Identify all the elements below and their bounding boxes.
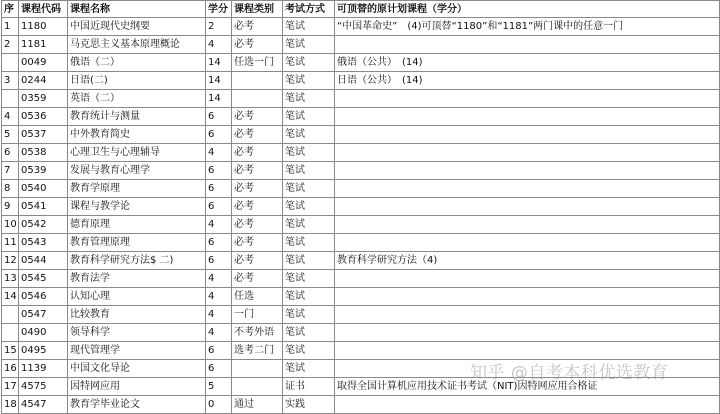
cell-name: 课程与教学论 [68, 198, 206, 216]
cell-replace [335, 108, 720, 126]
table-row [2, 396, 720, 414]
cell-code: 0359 [19, 90, 68, 108]
cell-code: 0543 [19, 234, 68, 252]
cell-category: 必考 [232, 162, 283, 180]
cell-replace [335, 306, 720, 324]
cell-credit: 6 [206, 198, 232, 216]
cell-credit: 6 [206, 126, 232, 144]
table-row [2, 324, 720, 342]
cell-exam: 笔试 [283, 198, 335, 216]
cell-name: 发展与教育心理学 [68, 162, 206, 180]
cell-credit: 4 [206, 324, 232, 342]
cell-name: 教育法学 [68, 270, 206, 288]
cell-exam: 笔试 [283, 162, 335, 180]
cell-replace [335, 396, 720, 414]
cell-seq [2, 306, 19, 324]
cell-code: 0495 [19, 342, 68, 360]
cell-seq: 13 [2, 270, 19, 288]
cell-code: 0546 [19, 288, 68, 306]
cell-replace: “中国革命史” (4)可顶替“1180”和“1181”两门课中的任意一门 [335, 18, 720, 36]
cell-replace [335, 270, 720, 288]
cell-exam: 笔试 [283, 270, 335, 288]
cell-exam: 笔试 [283, 90, 335, 108]
cell-replace: 教育科学研究方法（4) [335, 252, 720, 270]
cell-credit: 6 [206, 342, 232, 360]
cell-credit: 6 [206, 180, 232, 198]
cell-seq: 7 [2, 162, 19, 180]
cell-category: 通过 [232, 396, 283, 414]
cell-seq: 15 [2, 342, 19, 360]
table-row [2, 360, 720, 378]
cell-seq: 10 [2, 216, 19, 234]
cell-name: 教育学毕业论文 [68, 396, 206, 414]
cell-name: 教育统计与测量 [68, 108, 206, 126]
cell-replace [335, 90, 720, 108]
cell-seq: 2 [2, 36, 19, 54]
cell-code: 0542 [19, 216, 68, 234]
cell-exam: 证书 [283, 378, 335, 396]
header-credit: 学分 [206, 1, 232, 18]
cell-seq: 8 [2, 180, 19, 198]
cell-name: 俄语（二） [68, 54, 206, 72]
cell-credit: 6 [206, 108, 232, 126]
cell-exam: 笔试 [283, 324, 335, 342]
cell-exam: 笔试 [283, 180, 335, 198]
table-row [2, 252, 720, 270]
cell-exam: 笔试 [283, 342, 335, 360]
cell-category: 不考外语 [232, 324, 283, 342]
cell-code: 0545 [19, 270, 68, 288]
cell-credit: 14 [206, 54, 232, 72]
cell-category: 必考 [232, 144, 283, 162]
cell-exam: 笔试 [283, 144, 335, 162]
cell-category: 必考 [232, 36, 283, 54]
cell-category: 任选 [232, 288, 283, 306]
cell-exam: 笔试 [283, 252, 335, 270]
table-row [2, 234, 720, 252]
cell-name: 教育管理原理 [68, 234, 206, 252]
cell-name: 心理卫生与心理辅导 [68, 144, 206, 162]
cell-replace [335, 144, 720, 162]
cell-exam: 笔试 [283, 288, 335, 306]
table-row [2, 90, 720, 108]
cell-exam: 笔试 [283, 234, 335, 252]
cell-category: 必考 [232, 216, 283, 234]
cell-credit: 14 [206, 72, 232, 90]
cell-code: 0490 [19, 324, 68, 342]
table-row [2, 36, 720, 54]
cell-replace [335, 288, 720, 306]
table-row [2, 72, 720, 90]
cell-seq: 9 [2, 198, 19, 216]
cell-seq: 18 [2, 396, 19, 414]
table-row [2, 126, 720, 144]
cell-credit: 6 [206, 252, 232, 270]
cell-replace [335, 324, 720, 342]
cell-seq: 16 [2, 360, 19, 378]
table-row [2, 108, 720, 126]
cell-category: 必考 [232, 198, 283, 216]
cell-seq: 12 [2, 252, 19, 270]
cell-code: 0547 [19, 306, 68, 324]
cell-name: 教育学原理 [68, 180, 206, 198]
cell-exam: 笔试 [283, 72, 335, 90]
cell-category: 必考 [232, 126, 283, 144]
cell-name: 现代管理学 [68, 342, 206, 360]
header-exam: 考试方式 [283, 1, 335, 18]
cell-code: 0539 [19, 162, 68, 180]
cell-name: 日语(二) [68, 72, 206, 90]
cell-category [232, 72, 283, 90]
cell-seq [2, 90, 19, 108]
cell-exam: 实践 [283, 396, 335, 414]
cell-replace: 俄语（公共） (14) [335, 54, 720, 72]
cell-code: 1180 [19, 18, 68, 36]
table-row [2, 342, 720, 360]
cell-credit: 6 [206, 162, 232, 180]
cell-category [232, 90, 283, 108]
course-table [1, 0, 720, 414]
cell-exam: 笔试 [283, 54, 335, 72]
cell-seq [2, 324, 19, 342]
cell-credit: 4 [206, 36, 232, 54]
cell-code: 0536 [19, 108, 68, 126]
cell-code: 4547 [19, 396, 68, 414]
cell-credit: 4 [206, 216, 232, 234]
cell-category [232, 378, 283, 396]
cell-category: 必考 [232, 234, 283, 252]
cell-category: 必考 [232, 270, 283, 288]
cell-seq: 11 [2, 234, 19, 252]
cell-code: 1139 [19, 360, 68, 378]
cell-replace: 取得全国计算机应用技术证书考试（NIT)因特网应用合格证 [335, 378, 720, 396]
cell-category: 选考二门 [232, 342, 283, 360]
cell-credit: 5 [206, 378, 232, 396]
cell-name: 因特网应用 [68, 378, 206, 396]
cell-name: 认知心理 [68, 288, 206, 306]
table-row [2, 54, 720, 72]
cell-exam: 笔试 [283, 18, 335, 36]
cell-code: 1181 [19, 36, 68, 54]
cell-credit: 4 [206, 270, 232, 288]
cell-credit: 4 [206, 144, 232, 162]
watermark: 知乎 @自考本科优选教育 [470, 363, 669, 383]
cell-exam: 笔试 [283, 36, 335, 54]
cell-name: 德育原理 [68, 216, 206, 234]
cell-credit: 4 [206, 288, 232, 306]
cell-code: 0544 [19, 252, 68, 270]
cell-name: 比较教育 [68, 306, 206, 324]
table-row [2, 288, 720, 306]
header-code: 课程代码 [19, 1, 68, 18]
cell-replace: 日语（公共） (14) [335, 72, 720, 90]
cell-seq: 6 [2, 144, 19, 162]
cell-exam: 笔试 [283, 306, 335, 324]
cell-name: 英语（二） [68, 90, 206, 108]
cell-code: 0537 [19, 126, 68, 144]
cell-exam: 笔试 [283, 216, 335, 234]
header-name: 课程名称 [68, 1, 206, 18]
cell-code: 0541 [19, 198, 68, 216]
cell-seq: 1 [2, 18, 19, 36]
cell-replace [335, 126, 720, 144]
cell-seq [2, 54, 19, 72]
cell-name: 中国文化导论 [68, 360, 206, 378]
cell-name: 马克思主义基本原理概论 [68, 36, 206, 54]
cell-credit: 4 [206, 306, 232, 324]
cell-replace [335, 36, 720, 54]
cell-credit: 2 [206, 18, 232, 36]
table-row [2, 198, 720, 216]
cell-replace [335, 198, 720, 216]
table-row [2, 378, 720, 396]
cell-replace [335, 180, 720, 198]
cell-seq: 14 [2, 288, 19, 306]
table-row [2, 306, 720, 324]
cell-category: 一门 [232, 306, 283, 324]
cell-code: 0538 [19, 144, 68, 162]
cell-exam: 笔试 [283, 126, 335, 144]
cell-replace [335, 234, 720, 252]
cell-category [232, 360, 283, 378]
cell-code: 0540 [19, 180, 68, 198]
header-replace: 可顶替的原计划课程（学分） [335, 1, 720, 18]
cell-name: 领导科学 [68, 324, 206, 342]
cell-replace [335, 360, 720, 378]
table-row [2, 270, 720, 288]
cell-seq: 5 [2, 126, 19, 144]
cell-code: 0049 [19, 54, 68, 72]
cell-exam: 笔试 [283, 108, 335, 126]
cell-replace [335, 216, 720, 234]
cell-credit: 6 [206, 360, 232, 378]
cell-credit: 0 [206, 396, 232, 414]
cell-code: 0244 [19, 72, 68, 90]
cell-credit: 14 [206, 90, 232, 108]
cell-category: 必考 [232, 108, 283, 126]
table-row [2, 18, 720, 36]
cell-replace [335, 342, 720, 360]
cell-seq: 3 [2, 72, 19, 90]
cell-name: 中外教育简史 [68, 126, 206, 144]
cell-seq: 17 [2, 378, 19, 396]
table-row [2, 144, 720, 162]
cell-name: 教育科学研究方法$ 二) [68, 252, 206, 270]
table-row [2, 180, 720, 198]
header-category: 课程类别 [232, 1, 283, 18]
header-row [2, 1, 720, 18]
cell-category: 必考 [232, 180, 283, 198]
cell-category: 任选一门 [232, 54, 283, 72]
cell-seq: 4 [2, 108, 19, 126]
cell-name: 中国近现代史纲要 [68, 18, 206, 36]
cell-exam: 笔试 [283, 360, 335, 378]
table-row [2, 216, 720, 234]
cell-category: 必考 [232, 252, 283, 270]
table-body [2, 18, 720, 414]
header-seq: 序 [2, 1, 19, 18]
cell-category: 必考 [232, 18, 283, 36]
table-row [2, 162, 720, 180]
cell-replace [335, 162, 720, 180]
cell-code: 4575 [19, 378, 68, 396]
cell-credit: 6 [206, 234, 232, 252]
